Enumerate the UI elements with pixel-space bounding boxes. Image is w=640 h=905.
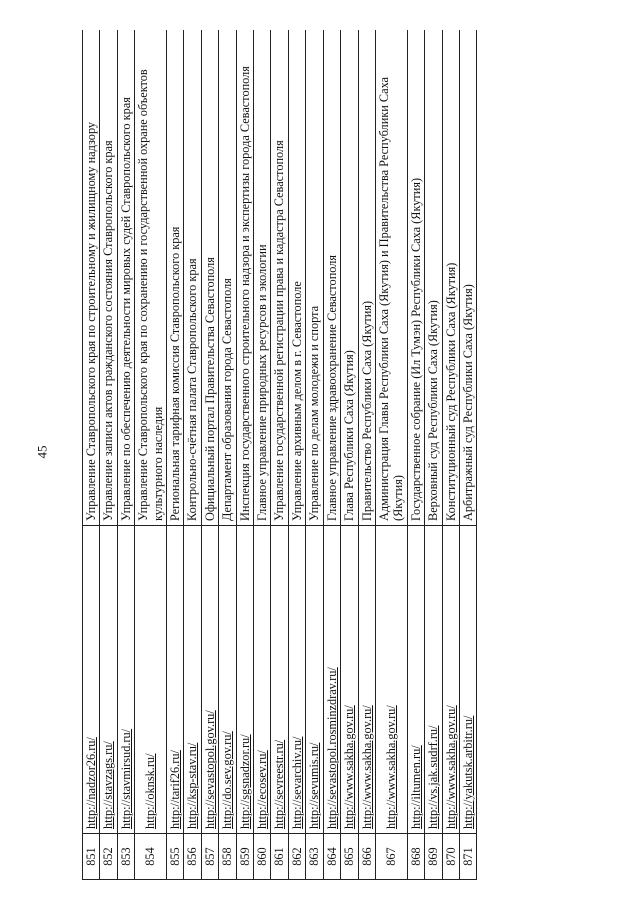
- row-number: 871: [459, 834, 476, 880]
- row-url-link[interactable]: http://sevreestr.ru/: [271, 526, 288, 834]
- table-row: [341, 30, 358, 880]
- row-url-link[interactable]: http://sevarchiv.ru/: [288, 526, 305, 834]
- row-organization-name: Инспекция государственного строительного надзора и экспертизы города Севастополя: [236, 30, 253, 526]
- row-number: 870: [442, 834, 459, 880]
- row-url-link[interactable]: http://www.sakha.gov.ru/: [442, 526, 459, 834]
- row-organization-name: Управление архивным делом в г. Севастополе: [288, 30, 305, 526]
- row-organization-name: Департамент образования города Севастополя: [219, 30, 236, 526]
- row-url-link[interactable]: http://stavzags.ru/: [100, 526, 117, 834]
- table-row: [167, 30, 184, 880]
- table-row: [201, 30, 218, 880]
- table-row: [375, 30, 407, 880]
- document-table-area: [82, 30, 607, 880]
- row-url-link[interactable]: http://tarif26.ru/: [167, 526, 184, 834]
- table-row: [83, 30, 100, 880]
- row-number: 867: [375, 834, 407, 880]
- row-number: 868: [407, 834, 424, 880]
- row-url-link[interactable]: http://ecosev.ru/: [254, 526, 271, 834]
- table-row: [100, 30, 117, 880]
- table-row: [459, 30, 476, 880]
- row-url-link[interactable]: http://iltumen.ru/: [407, 526, 424, 834]
- row-number: 856: [184, 834, 201, 880]
- row-url-link[interactable]: http://www.sakha.gov.ru/: [375, 526, 407, 834]
- row-organization-name: Верховный суд Республики Саха (Якутия): [425, 30, 442, 526]
- row-url-link[interactable]: http://nadzor26.ru/: [83, 526, 100, 834]
- row-number: 863: [306, 834, 323, 880]
- row-organization-name: Управление по делам молодежи и спорта: [306, 30, 323, 526]
- row-organization-name: Глава Республики Саха (Якутия): [341, 30, 358, 526]
- row-number: 866: [358, 834, 375, 880]
- row-number: 855: [167, 834, 184, 880]
- row-url-link[interactable]: http://sevumis.ru/: [306, 526, 323, 834]
- row-number: 862: [288, 834, 305, 880]
- row-organization-name: Управление Ставропольского края по сохранению и государственной охране объектов культурного наследия: [135, 30, 167, 526]
- row-url-link[interactable]: http://do.sev.gov.ru/: [219, 526, 236, 834]
- row-url-link[interactable]: http://oknsk.ru/: [135, 526, 167, 834]
- row-organization-name: Контрольно-счётная палата Ставропольского края: [184, 30, 201, 526]
- table-row: [219, 30, 236, 880]
- row-url-link[interactable]: http://www.sakha.gov.ru/: [358, 526, 375, 834]
- page-number: 45: [34, 445, 50, 459]
- table-row: [236, 30, 253, 880]
- row-number: 857: [201, 834, 218, 880]
- sites-table-body: [83, 30, 477, 880]
- row-number: 851: [83, 834, 100, 880]
- row-organization-name: Государственное собрание (Ил Тумэн) Республики Саха (Якутия): [407, 30, 424, 526]
- row-organization-name: Управление по обеспечению деятельности мировых судей Ставропольского края: [117, 30, 134, 526]
- table-row: [184, 30, 201, 880]
- row-number: 852: [100, 834, 117, 880]
- row-organization-name: Арбитражный суд Республики Саха (Якутия): [459, 30, 476, 526]
- row-url-link[interactable]: http://www.sakha.gov.ru/: [341, 526, 358, 834]
- row-number: 861: [271, 834, 288, 880]
- row-url-link[interactable]: http://stavmirsud.ru/: [117, 526, 134, 834]
- row-organization-name: Официальный портал Правительства Севастополя: [201, 30, 218, 526]
- row-organization-name: Региональная тарифная комиссия Ставропольского края: [167, 30, 184, 526]
- row-number: 864: [323, 834, 340, 880]
- row-organization-name: Управление Ставропольского края по строительному и жилищному надзору: [83, 30, 100, 526]
- row-number: 860: [254, 834, 271, 880]
- table-row: [442, 30, 459, 880]
- row-url-link[interactable]: http://ksp-stav.ru/: [184, 526, 201, 834]
- row-url-link[interactable]: http://vs.jak.sudrf.ru/: [425, 526, 442, 834]
- table-row: [117, 30, 134, 880]
- row-organization-name: Главное управление здравоохранение Севастополя: [323, 30, 340, 526]
- row-number: 869: [425, 834, 442, 880]
- table-row: [425, 30, 442, 880]
- sites-table: [82, 30, 477, 880]
- row-organization-name: Правительство Республики Саха (Якутия): [358, 30, 375, 526]
- row-organization-name: Управление государственной регистрации права и кадастра Севастополя: [271, 30, 288, 526]
- table-row: [271, 30, 288, 880]
- row-number: 853: [117, 834, 134, 880]
- table-row: [254, 30, 271, 880]
- row-organization-name: Управление записи актов гражданского состояния Ставропольского края: [100, 30, 117, 526]
- table-row: [288, 30, 305, 880]
- row-number: 854: [135, 834, 167, 880]
- rotated-page-content: [82, 30, 607, 880]
- row-number: 865: [341, 834, 358, 880]
- row-url-link[interactable]: http://yakutsk.arbitr.ru/: [459, 526, 476, 834]
- table-row: [135, 30, 167, 880]
- row-organization-name: Администрация Главы Республики Саха (Якутия) и Правительства Республики Саха (Якутия): [375, 30, 407, 526]
- row-url-link[interactable]: http://sevastopol.gov.ru/: [201, 526, 218, 834]
- row-url-link[interactable]: http://sgsnadzor.ru/: [236, 526, 253, 834]
- row-organization-name: Главное управление природных ресурсов и экологии: [254, 30, 271, 526]
- row-number: 858: [219, 834, 236, 880]
- row-number: 859: [236, 834, 253, 880]
- table-row: [323, 30, 340, 880]
- table-row: [407, 30, 424, 880]
- row-url-link[interactable]: http://sevastopol.rosminzdrav.ru/: [323, 526, 340, 834]
- row-organization-name: Конституционный суд Республики Саха (Якутия): [442, 30, 459, 526]
- table-row: [306, 30, 323, 880]
- table-row: [358, 30, 375, 880]
